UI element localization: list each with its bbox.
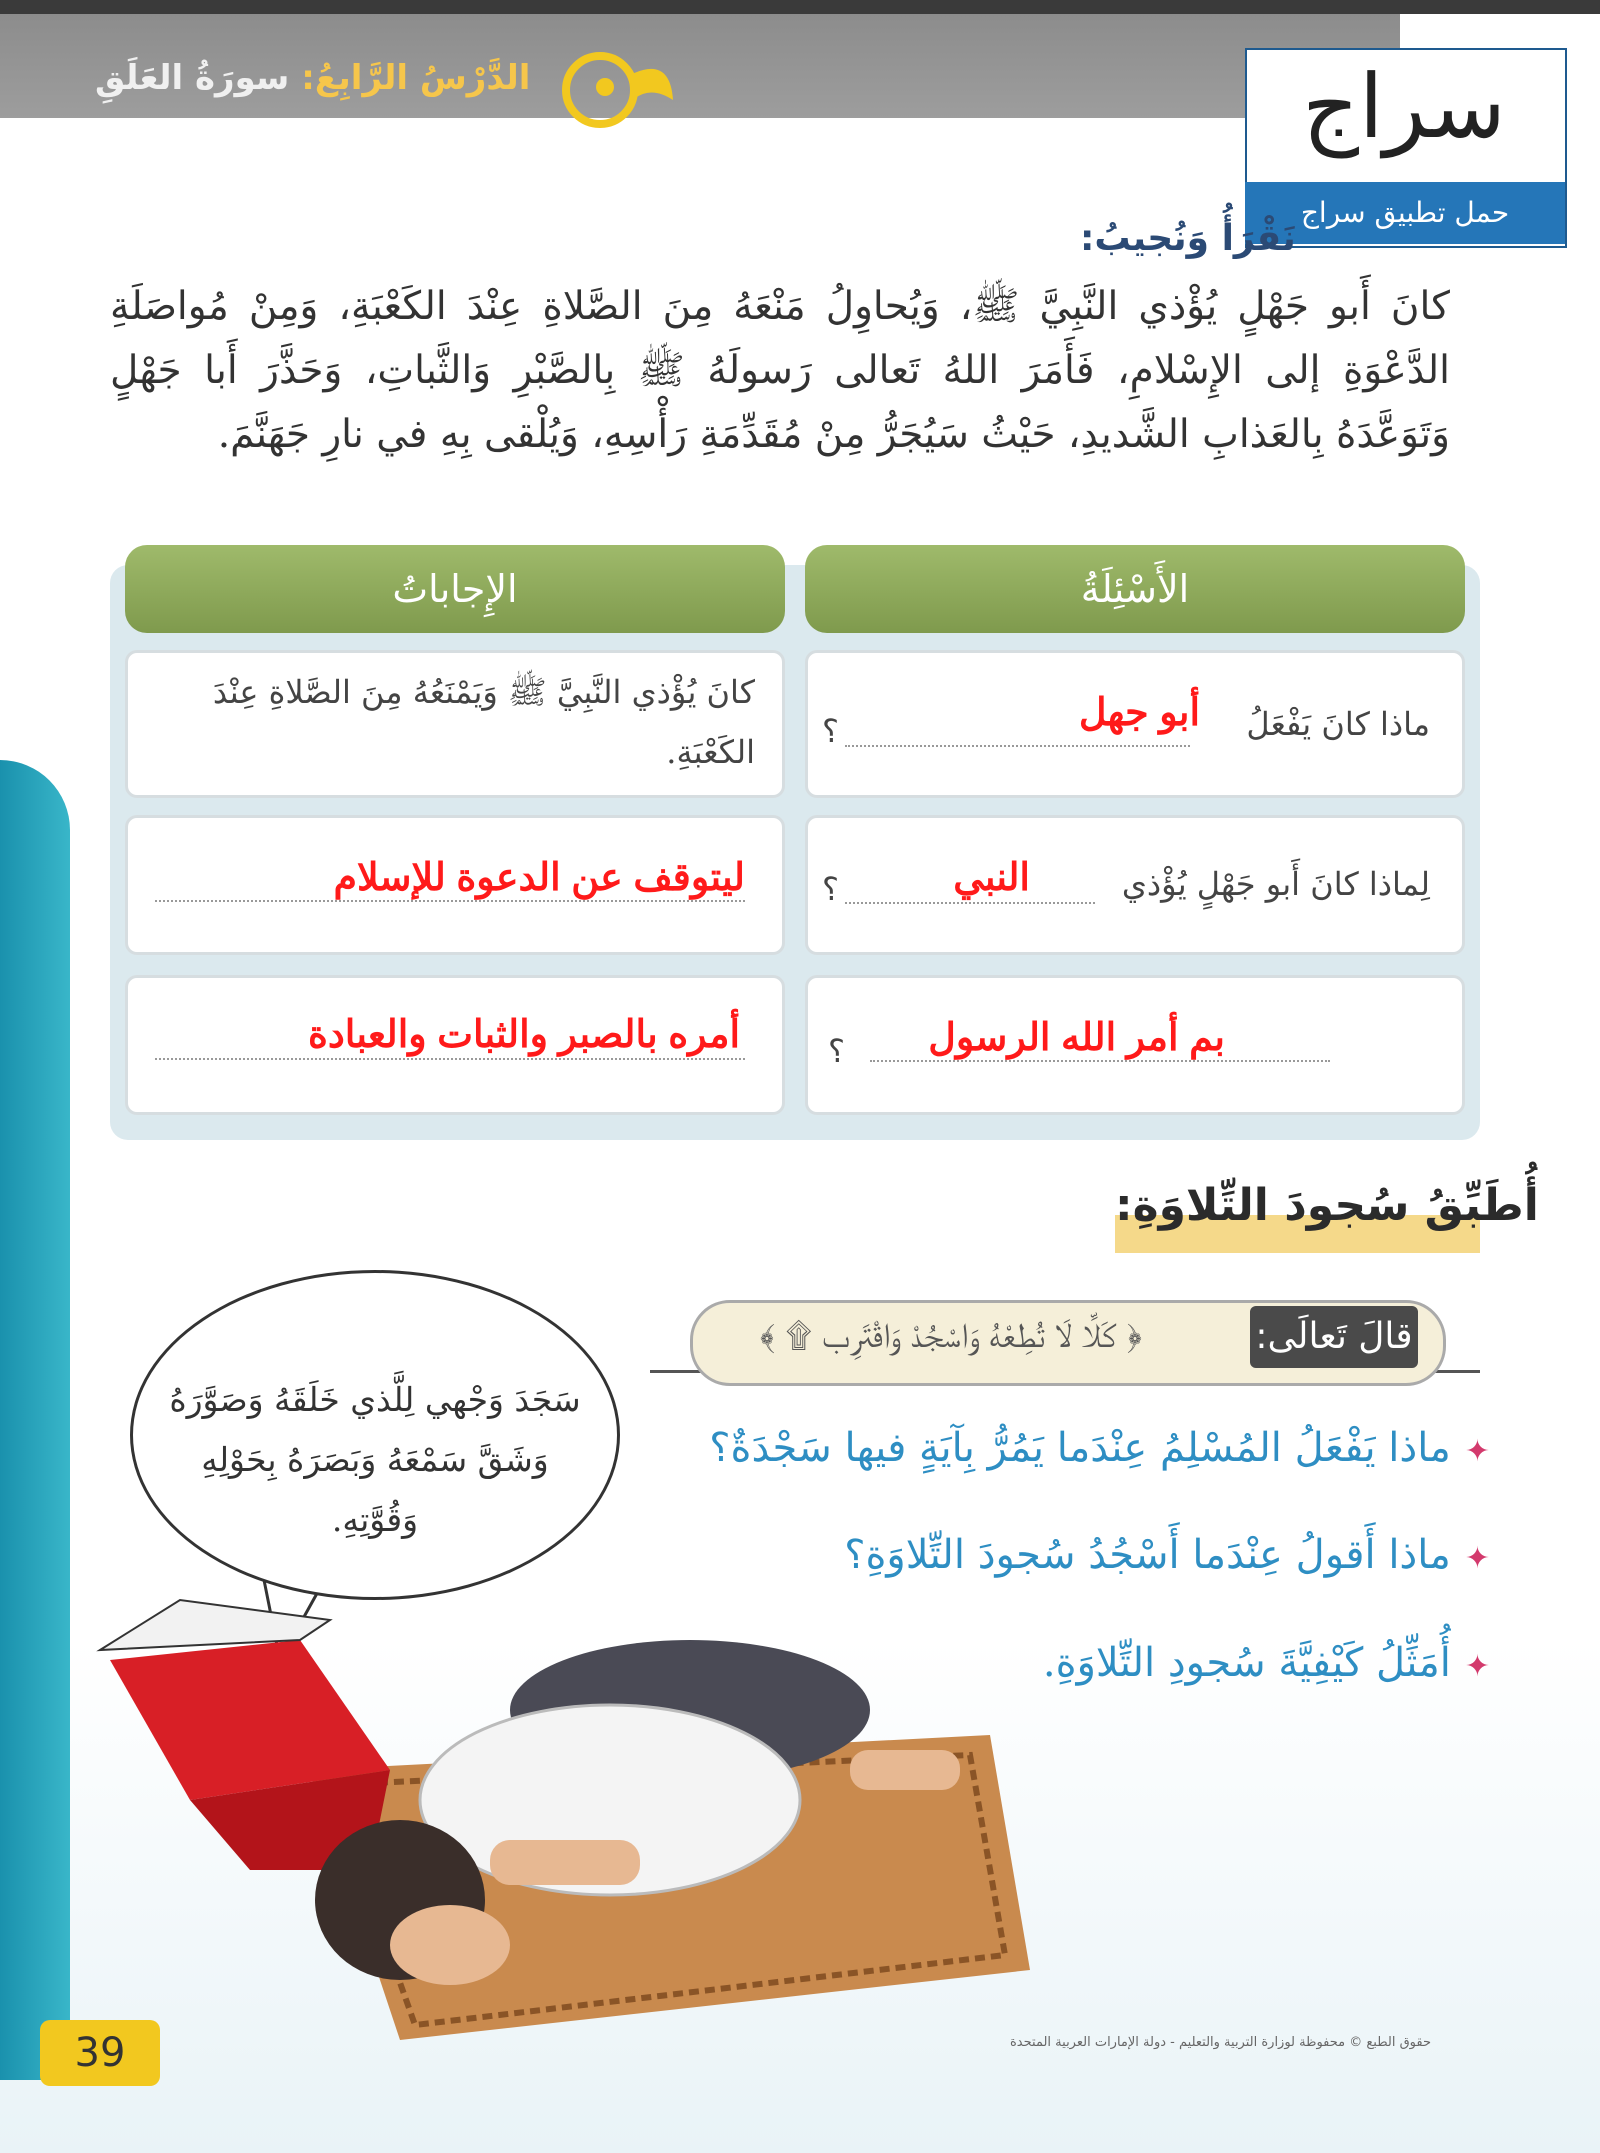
question-3-mark: ؟ [828, 1032, 845, 1070]
prostration-illustration-icon [70, 1540, 1030, 2040]
practice-question-2: ✦ماذا أَقولُ عِنْدَما أَسْجُدُ سُجودَ التِّلاوَةِ؟ [844, 1532, 1490, 1578]
intro-paragraph: كانَ أَبو جَهْلٍ يُؤْذي النَّبِيَّ ﷺ، وَيُحاوِلُ مَنْعَهُ مِنَ الصَّلاةِ عِنْدَ الكَعْبَةِ، وَمِنْ مُواصَلَةِ الدَّعْوَةِ إلى الإِسْلامِ، فَأَمَرَ اللهُ تَعالى رَسولَهُ ﷺ بِالصَّبْرِ وَالثَّباتِ، وَحَذَّرَ أَبا جَهْلٍ وَتَوَعَّدَهُ بِالعَذابِ الشَّديدِ، حَيْثُ سَيُجَرُّ مِنْ مُقَدِّمَةِ رَأْسِهِ، وَيُلْقى بِهِ في نارِ جَهَنَّمَ. [110, 284, 1450, 457]
verse-label: قالَ تَعالَى: [1250, 1306, 1418, 1368]
question-1-blank [845, 745, 1190, 747]
question-1-prefix: ماذا كانَ يَفْعَلُ [1246, 705, 1430, 743]
bullet-icon: ✦ [1464, 1649, 1490, 1684]
questions-header: الأَسْئِلَةُ [805, 545, 1465, 633]
bullet-icon: ✦ [1464, 1541, 1490, 1576]
page-number: 39 [40, 2020, 160, 2086]
lesson-label: الدَّرْسُ الرَّابِعُ: [301, 58, 531, 98]
copyright-text: حقوق الطبع © محفوظة لوزارة التربية والتعليم - دولة الإمارات العربية المتحدة [1010, 2035, 1432, 2050]
practice-question-1: ✦ماذا يَفْعَلُ المُسْلِمُ عِنْدَما يَمُرُّ بِآيَةٍ فيها سَجْدَةٌ؟ [709, 1425, 1490, 1471]
answer-2-blank [155, 900, 745, 902]
answer-2-fill: ليتوقف عن الدعوة للإسلام [333, 857, 745, 899]
practice-question-3: ✦أُمَثِّلُ كَيْفِيَّةَ سُجودِ التِّلاوَةِ. [1042, 1640, 1490, 1686]
siraj-tagline[interactable]: حمل تطبيق سراج [1245, 182, 1565, 244]
question-1-mark: ؟ [822, 712, 839, 750]
answer-1-text: كانَ يُؤْذي النَّبِيَّ ﷺ وَيَمْنَعُهُ مِنَ الصَّلاةِ عِنْدَ الكَعْبَةِ. [212, 673, 755, 771]
header-top-strip [0, 0, 1600, 14]
lesson-name: سورَةُ العَلَقِ [95, 58, 290, 98]
question-2-prefix: لِماذا كانَ أَبو جَهْلٍ يُؤْذي [1121, 865, 1430, 903]
ornament-icon [555, 45, 685, 135]
answer-3-fill: أمره بالصبر والثبات والعبادة [307, 1014, 740, 1056]
section-label: نَقْرَأُ وَنُجيبُ: [1080, 218, 1296, 259]
verse-text: ﴿ كَلَّا لَا تُطِعْهُ وَاسْجُدْ وَاقْتَرِب ۩ ﴾ [760, 1316, 1142, 1356]
bullet-icon: ✦ [1464, 1434, 1490, 1469]
answer-3-blank [155, 1058, 745, 1060]
question-1-fill: أبو جهل [1078, 692, 1200, 734]
practice-heading: أُطَبِّقُ سُجودَ التِّلاوَةِ: [1115, 1180, 1539, 1231]
question-3-fill: بم أمر الله الرسول [928, 1017, 1225, 1059]
question-2-mark: ؟ [822, 870, 839, 908]
lesson-title [95, 58, 530, 98]
bubble-text: سَجَدَ وَجْهي لِلَّذي خَلَقَهُ وَصَوَّرَهُ وَشَقَّ سَمْعَهُ وَبَصَرَهُ بِحَوْلِهِ وَقُوَّتِهِ. [169, 1380, 581, 1539]
question-3-blank [870, 1060, 1330, 1062]
question-2-blank [845, 902, 1095, 904]
answers-header: الإِجاباتُ [125, 545, 785, 633]
question-2-fill: النبي [953, 857, 1030, 899]
siraj-logo-word: سراج [1302, 55, 1506, 158]
side-decoration [0, 760, 70, 2080]
